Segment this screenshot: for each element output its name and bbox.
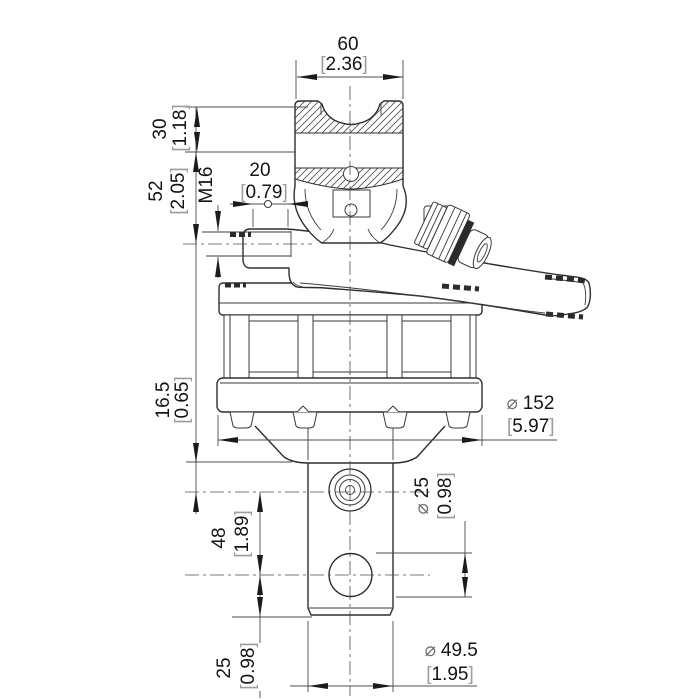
dim-height-52-in: [2.05] (168, 167, 189, 215)
fork-small-hole (345, 204, 357, 216)
pin-hole (344, 167, 359, 182)
dim-width-60-in: [2.36] (320, 54, 368, 75)
dim-dia-25-in: [0.98] (435, 472, 456, 520)
dim-height-16-5-mm: 16.5 (153, 381, 174, 419)
dim-height-16-5-in: [0.65] (172, 376, 193, 424)
dim-dia-49-5-mm: ⌀ 49.5 (424, 640, 478, 661)
attachment-head (295, 101, 403, 189)
dim-dia-25-mm: ⌀ 25 (412, 477, 433, 515)
dim-height-30-in: [1.18] (170, 104, 191, 152)
rotator-housing (217, 283, 482, 615)
dim-thread-m16: M16 (196, 166, 217, 204)
dim-offset-20-mm: 20 (249, 160, 271, 181)
dim-height-48-in: [1.89] (232, 510, 253, 558)
dim-offset-20-in: [0.79] (240, 182, 288, 203)
dim-width-60-mm: 60 (337, 34, 359, 55)
dim-height-52-mm: 52 (146, 180, 167, 202)
dim-height-25-in: [0.98] (238, 642, 259, 690)
dim-height-25-mm: 25 (214, 657, 235, 679)
dim-height-48-mm: 48 (209, 527, 230, 549)
dim-height-30-mm: 30 (150, 118, 171, 140)
dim-dia-152-mm: ⌀ 152 (506, 393, 555, 414)
dim-dia-49-5-in: [1.95] (426, 664, 474, 685)
dim-dia-152-in: [5.97] (507, 416, 555, 437)
